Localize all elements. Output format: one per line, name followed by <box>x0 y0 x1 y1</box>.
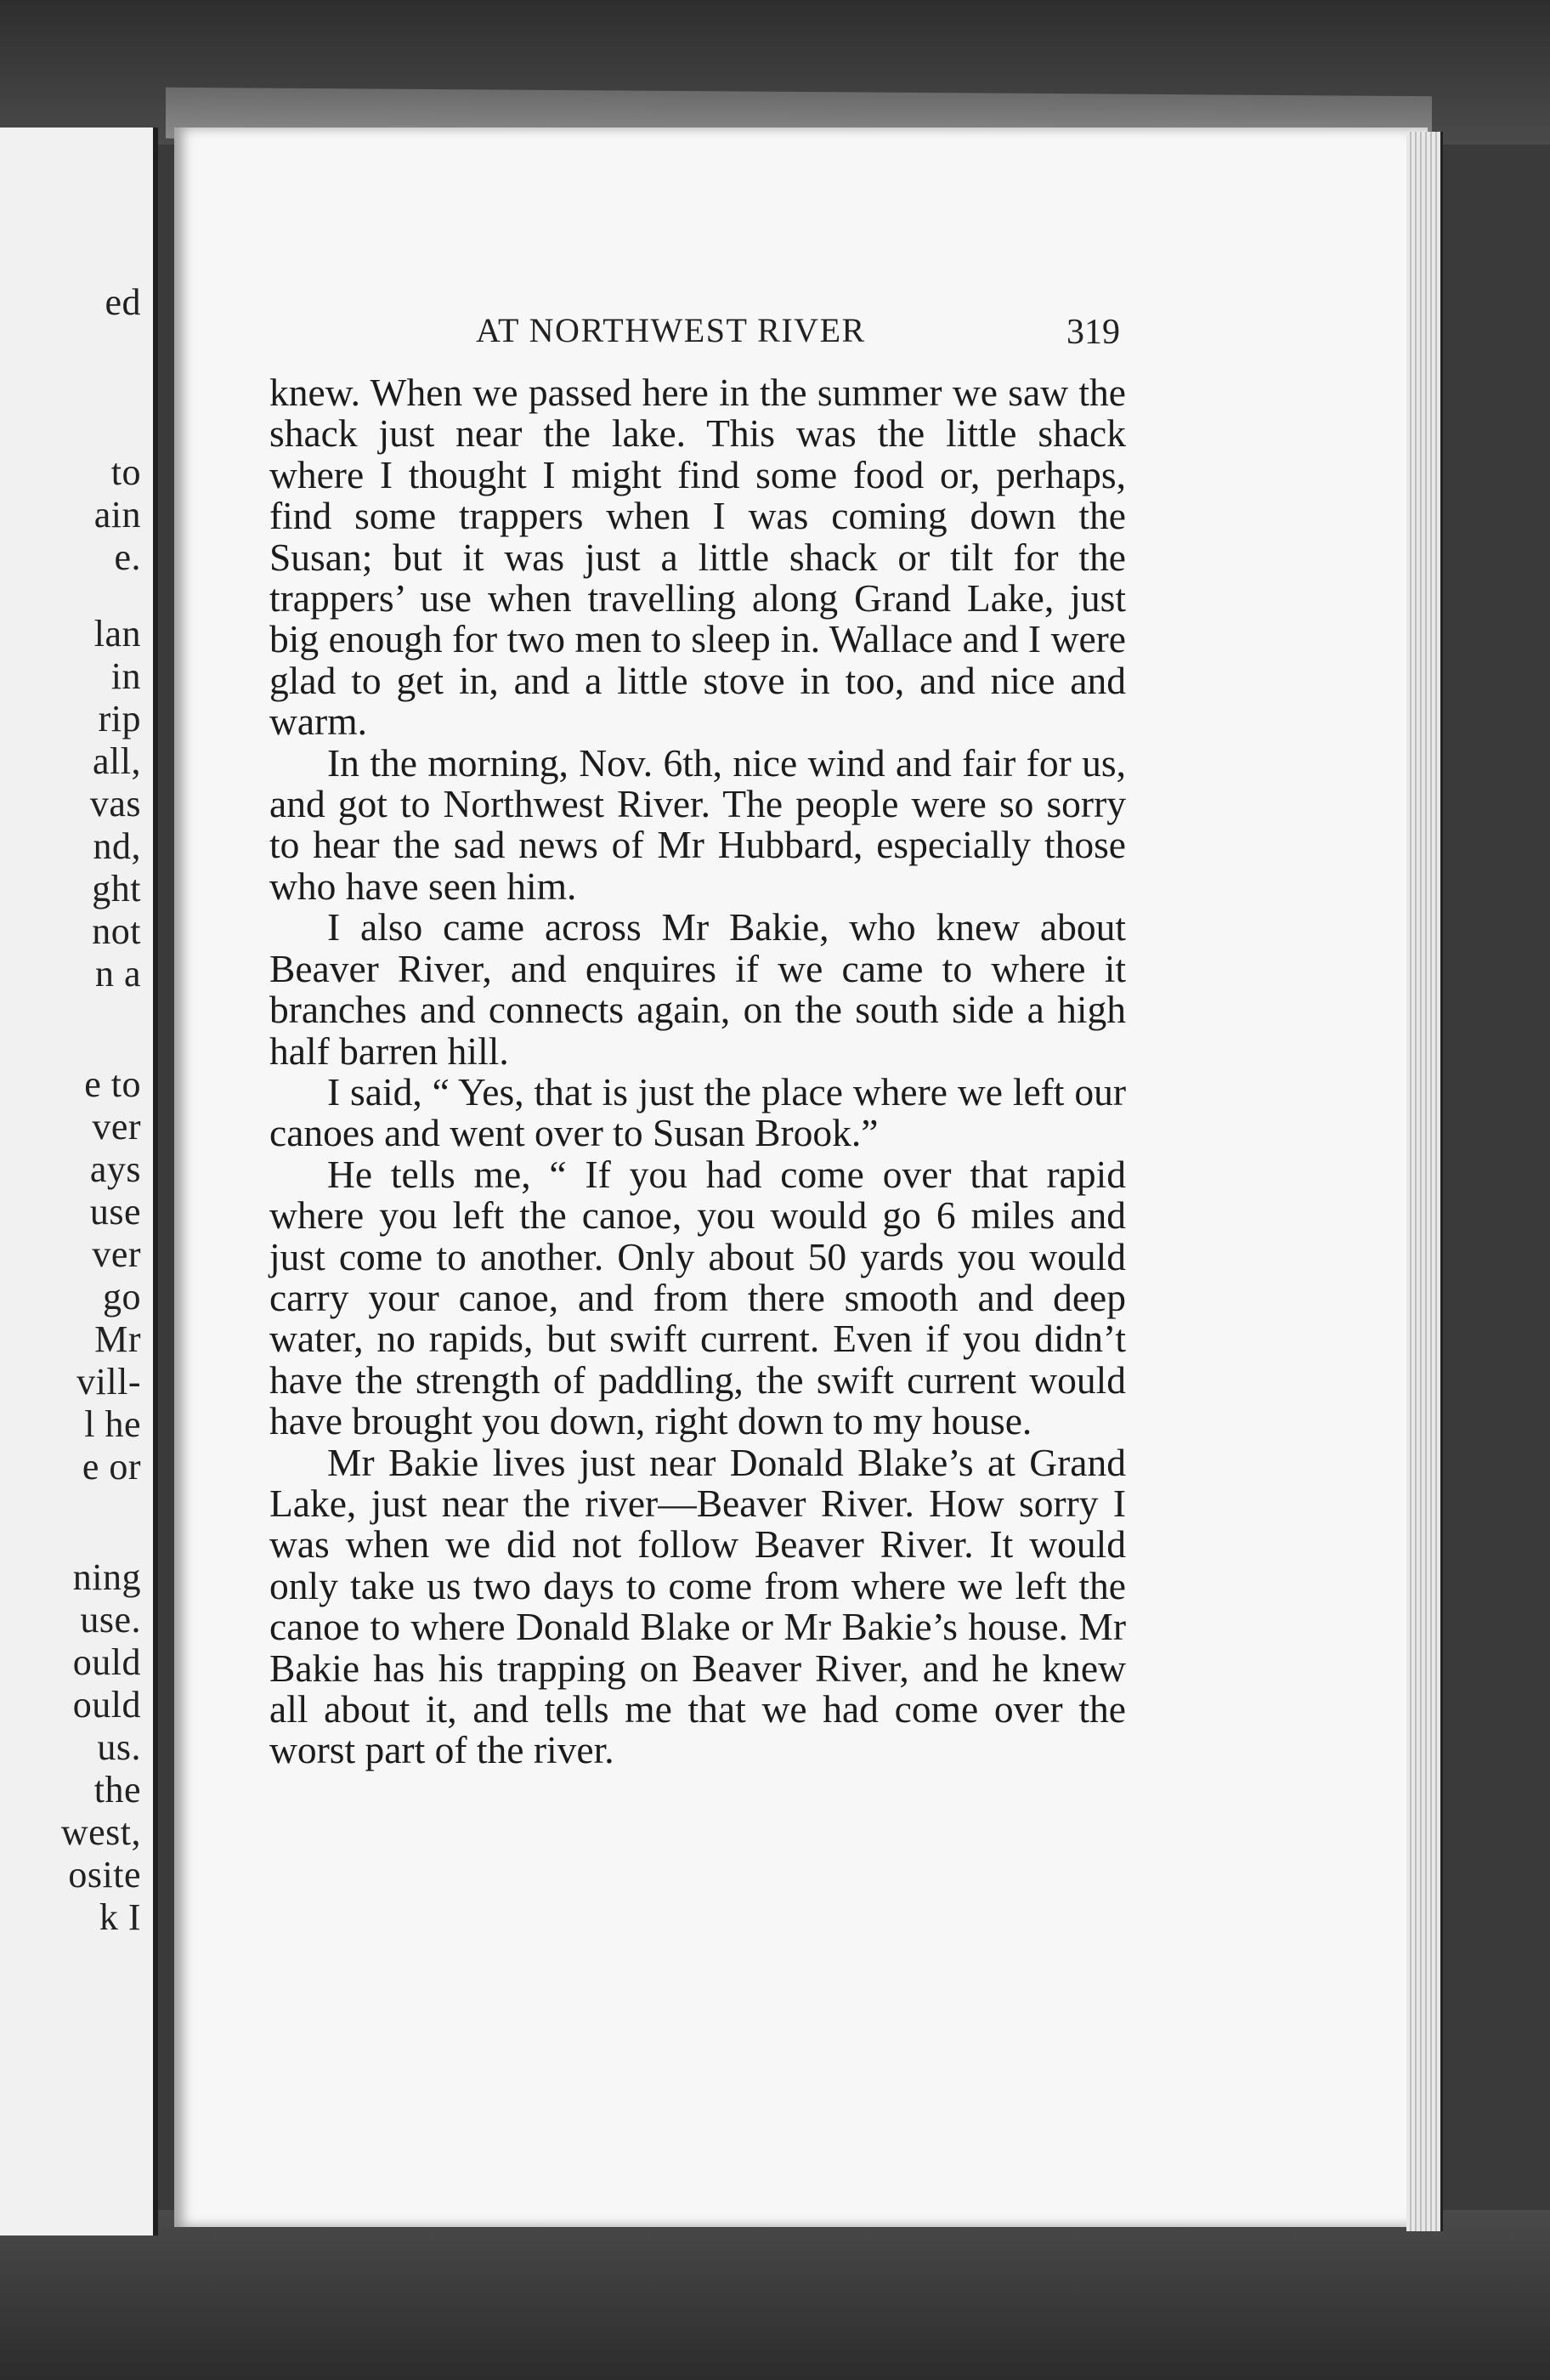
left-page-line: all, <box>93 740 141 782</box>
left-page-line: go <box>103 1276 141 1318</box>
page-block-edges <box>1406 132 1443 2231</box>
left-page-line: ould <box>72 1641 141 1683</box>
left-page-line: Mr <box>94 1318 141 1360</box>
paragraph: I also came across Mr Bakie, who knew about Beaver River, and enquires if we came to where it branches and connects again, on the south side a high half barren hill. <box>269 905 1126 1073</box>
left-page-line: ning <box>72 1556 141 1598</box>
left-page-line: ain <box>93 494 141 536</box>
paragraph: He tells me, “ If you had come over that rapid where you left the canoe, you would go 6 miles and just come to another. Only about 50 yards you would carry your canoe, and from there smooth and deep water, no rapids, but swift current. Even if you didn’t have the strength of paddling, the swift current would have brought you down, right down to my house. <box>269 1152 1126 1443</box>
left-page-line: lan <box>93 613 141 654</box>
paragraph: I said, “ Yes, that is just the place where we left our canoes and went over to Susan Brook.” <box>269 1069 1126 1155</box>
left-page-line: to <box>110 451 141 493</box>
left-page-line: ght <box>92 868 141 910</box>
left-page-line: k I <box>99 1896 141 1938</box>
left-page-line: ould <box>72 1684 141 1726</box>
left-page-line: nd, <box>93 825 141 867</box>
left-page-line: l he <box>84 1403 141 1445</box>
scan-backdrop-bottom <box>0 2210 1550 2380</box>
left-page-line: us. <box>97 1726 141 1768</box>
left-page-line: use <box>89 1191 141 1232</box>
left-page-line: the <box>93 1769 141 1810</box>
left-page-line: ver <box>92 1233 141 1275</box>
left-page-line: e. <box>114 536 141 578</box>
left-page-line: e or <box>82 1446 141 1488</box>
left-page-line: vill- <box>76 1361 141 1402</box>
left-page-line: e to <box>84 1063 141 1105</box>
left-page-line: rip <box>98 698 141 740</box>
paragraph: In the morning, Nov. 6th, nice wind and fair for us, and got to Northwest River. The people were so sorry to hear the sad news of Mr Hubbard, especially those who have seen him. <box>269 740 1126 908</box>
running-head: AT NORTHWEST RIVER <box>476 311 866 349</box>
left-page-line: vas <box>89 783 141 824</box>
left-page <box>0 128 158 2236</box>
paragraph: knew. When we passed here in the summer we saw the shack just near the lake. This was the little shack where I thought I might find some food or, perhaps, find some trappers when I was coming down the Susan; but it was just a little shack or tilt for the trappers’ use when travelling along Grand Lake, just big enough for two men to sleep in. Wallace and I were glad to get in, and a little stove in too, and nice and warm. <box>269 371 1126 744</box>
body-text <box>269 372 1126 1771</box>
left-page-line: in <box>110 655 141 697</box>
paragraph: Mr Bakie lives just near Donald Blake’s at Grand Lake, just near the river—Beaver River. How sorry I was when we did not follow Beaver River. It would only take us two days to come from where we left the canoe to where Donald Blake or Mr Bakie’s house. Mr Bakie has his trapping on Beaver River, and he knew all about it, and tells me that we had come over the worst part of the river. <box>269 1440 1126 1772</box>
left-page-line: ays <box>89 1148 141 1190</box>
left-page-line: not <box>92 910 141 952</box>
left-page-line: n a <box>94 953 141 994</box>
left-page-line: osite <box>68 1854 141 1896</box>
left-page-line: ed <box>105 281 141 323</box>
left-page-line: ver <box>92 1106 141 1148</box>
left-page-line: west, <box>60 1811 141 1853</box>
page-number: 319 <box>1066 313 1120 352</box>
left-page-line: use. <box>80 1599 141 1640</box>
